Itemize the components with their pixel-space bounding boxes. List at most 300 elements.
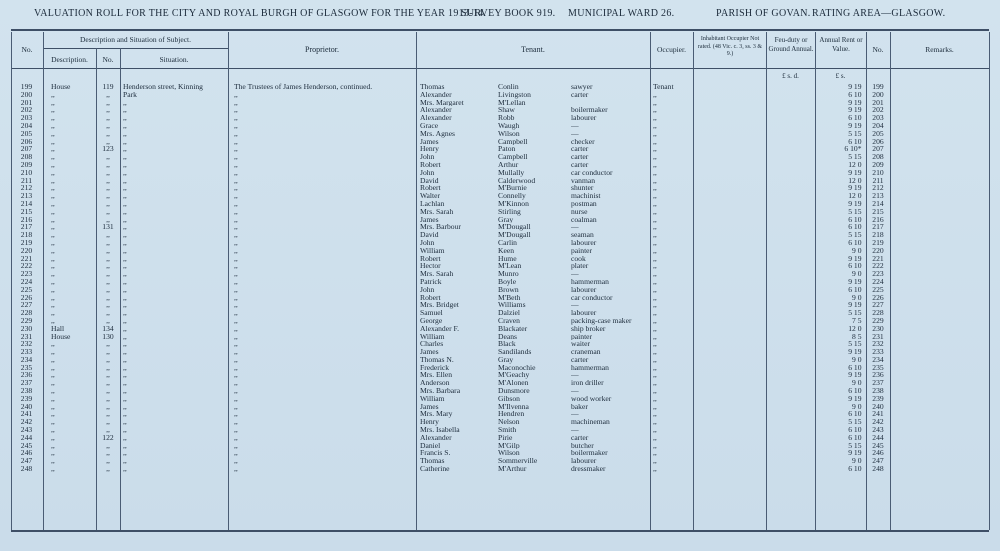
row-number-repeat: 221	[872, 254, 884, 263]
table-row	[0, 449, 1000, 457]
row-tenant-surname: Blackater	[498, 324, 528, 333]
row-number: 200	[20, 90, 33, 99]
row-tenant-surname: Munro	[498, 270, 519, 278]
row-number-repeat: 205	[872, 129, 884, 138]
table-row	[0, 255, 1000, 263]
row-annual-rent: 9 0	[852, 293, 862, 302]
row-annual-rent: 5 15	[848, 340, 862, 349]
row-proprietor: ,,	[234, 402, 238, 411]
row-street-number: ,,	[106, 98, 110, 107]
header-parish: PARISH OF GOVAN.	[716, 8, 811, 19]
row-remarks-blank	[890, 184, 1000, 192]
row-annual-rent: 9 19	[848, 254, 862, 263]
row-street-number: ,,	[106, 402, 110, 411]
row-tenant-surname: Keen	[498, 246, 515, 255]
row-inhabitant-blank	[693, 130, 766, 138]
row-description: ,,	[51, 238, 55, 247]
row-tenant-occupation: shunter	[571, 184, 594, 193]
row-feu-blank	[766, 91, 815, 99]
row-inhabitant-blank	[693, 106, 766, 114]
row-feu-blank	[766, 371, 815, 379]
row-tenant-first-name: Henry	[420, 418, 439, 427]
row-remarks-blank	[890, 91, 1000, 99]
row-feu-blank	[766, 395, 815, 403]
row-annual-rent: 9 19	[848, 394, 862, 403]
row-number-repeat: 246	[872, 449, 884, 458]
row-remarks-blank	[890, 379, 1000, 387]
row-inhabitant-blank	[693, 138, 766, 146]
row-tenant-first-name: Mrs. Agnes	[420, 129, 456, 138]
row-inhabitant-blank	[693, 239, 766, 247]
row-proprietor: ,,	[234, 192, 238, 200]
row-description: ,,	[51, 184, 55, 193]
row-number: 240	[20, 402, 33, 411]
table-row	[0, 410, 1000, 418]
row-occupier: ,,	[653, 277, 657, 286]
row-tenant-first-name: William	[420, 394, 445, 403]
row-remarks-blank	[890, 395, 1000, 403]
header-title: VALUATION ROLL FOR THE CITY AND ROYAL BURGH OF GLASGOW FOR THE YEAR 1913-14.	[34, 8, 487, 19]
row-proprietor: ,,	[234, 387, 238, 395]
row-situation: ,,	[123, 254, 127, 263]
table-row	[0, 278, 1000, 286]
row-annual-rent: 6 10	[848, 363, 862, 372]
row-street-number: ,,	[106, 394, 110, 403]
row-occupier: ,,	[653, 106, 657, 115]
row-tenant-occupation: labourer	[571, 457, 597, 466]
row-number-repeat: 235	[872, 363, 884, 372]
row-inhabitant-blank	[693, 449, 766, 457]
table-row	[0, 161, 1000, 169]
row-remarks-blank	[890, 387, 1000, 395]
row-situation: ,,	[123, 121, 127, 130]
row-remarks-blank	[890, 145, 1000, 153]
row-occupier: ,,	[653, 254, 657, 263]
row-inhabitant-blank	[693, 184, 766, 192]
row-situation: ,,	[123, 433, 127, 442]
row-inhabitant-blank	[693, 309, 766, 317]
row-remarks-blank	[890, 216, 1000, 224]
row-remarks-blank	[890, 294, 1000, 302]
row-number-repeat: 211	[872, 176, 884, 185]
row-street-number: ,,	[106, 192, 110, 200]
row-occupier: ,,	[653, 121, 657, 130]
row-situation: ,,	[123, 168, 127, 177]
col-head-no: No.	[21, 45, 33, 54]
row-description: ,,	[51, 262, 55, 271]
row-number-repeat: 207	[872, 145, 884, 154]
row-remarks-blank	[890, 106, 1000, 114]
row-annual-rent: 9 19	[848, 121, 862, 130]
row-inhabitant-blank	[693, 418, 766, 426]
row-tenant-first-name: Thomas	[420, 457, 445, 466]
row-situation: ,,	[123, 277, 127, 286]
row-situation: ,,	[123, 293, 127, 302]
row-feu-blank	[766, 192, 815, 200]
row-tenant-surname: M'Lellan	[498, 98, 526, 107]
row-tenant-occupation: ship broker	[571, 324, 606, 333]
row-number-repeat: 232	[872, 340, 884, 349]
row-feu-blank	[766, 434, 815, 442]
row-tenant-first-name: Robert	[420, 160, 441, 169]
row-annual-rent: 9 0	[852, 402, 862, 411]
row-proprietor: ,,	[234, 285, 238, 294]
row-annual-rent: 9 0	[852, 270, 862, 278]
row-inhabitant-blank	[693, 208, 766, 216]
row-tenant-occupation: carter	[571, 433, 589, 442]
row-number-repeat: 202	[872, 106, 884, 115]
row-number: 211	[20, 176, 33, 185]
row-feu-blank	[766, 457, 815, 465]
row-description: ,,	[51, 277, 55, 286]
row-street-number: ,,	[106, 129, 110, 138]
row-number: 224	[20, 277, 33, 286]
row-tenant-occupation: —	[571, 410, 579, 419]
row-feu-blank	[766, 130, 815, 138]
row-tenant-first-name: John	[420, 285, 435, 294]
row-description: ,,	[51, 293, 55, 302]
row-number: 238	[20, 387, 33, 395]
table-row	[0, 379, 1000, 387]
row-tenant-occupation: iron driller	[571, 379, 604, 388]
row-number-repeat: 231	[872, 332, 884, 341]
row-remarks-blank	[890, 255, 1000, 263]
row-annual-rent: 6 10	[848, 137, 862, 146]
row-number-repeat: 210	[872, 168, 884, 177]
row-description: ,,	[51, 160, 55, 169]
row-proprietor: ,,	[234, 106, 238, 115]
row-inhabitant-blank	[693, 325, 766, 333]
row-number-repeat: 208	[872, 153, 884, 161]
table-row	[0, 395, 1000, 403]
row-proprietor: ,,	[234, 441, 238, 450]
row-description: ,,	[51, 106, 55, 115]
row-tenant-occupation: labourer	[571, 238, 597, 247]
row-street-number: ,,	[106, 348, 110, 356]
row-number: 235	[20, 363, 33, 372]
row-tenant-occupation: —	[571, 371, 579, 380]
row-inhabitant-blank	[693, 270, 766, 278]
row-street-number: ,,	[106, 153, 110, 161]
row-proprietor: ,,	[234, 410, 238, 419]
row-occupier: ,,	[653, 340, 657, 349]
row-number: 245	[20, 441, 33, 450]
row-proprietor: ,,	[234, 355, 238, 364]
row-situation: ,,	[123, 285, 127, 294]
row-proprietor: ,,	[234, 340, 238, 349]
table-row	[0, 216, 1000, 224]
row-number: 231	[20, 332, 33, 341]
row-occupier: ,,	[653, 129, 657, 138]
row-tenant-surname: Hendren	[498, 410, 525, 419]
col-head-no2: No.	[872, 45, 884, 54]
row-proprietor: ,,	[234, 238, 238, 247]
row-occupier: Tenant	[653, 83, 674, 91]
row-tenant-surname: Pirie	[498, 433, 513, 442]
row-occupier: ,,	[653, 301, 657, 310]
row-street-number: ,,	[106, 293, 110, 302]
row-description: ,,	[51, 207, 55, 216]
row-number-repeat: 218	[872, 231, 884, 239]
col-head-proprietor: Proprietor.	[305, 45, 339, 54]
row-description: ,,	[51, 426, 55, 434]
row-annual-rent: 9 0	[852, 457, 862, 466]
row-tenant-surname: Gibson	[498, 394, 520, 403]
row-annual-rent: 9 19	[848, 106, 862, 115]
col-head-remarks: Remarks.	[925, 45, 954, 54]
row-situation: ,,	[123, 363, 127, 372]
row-situation: ,,	[123, 316, 127, 325]
row-inhabitant-blank	[693, 317, 766, 325]
row-tenant-occupation: plater	[571, 262, 589, 271]
row-tenant-first-name: Alexander F.	[420, 324, 460, 333]
row-inhabitant-blank	[693, 364, 766, 372]
row-situation: ,,	[123, 223, 127, 232]
row-occupier: ,,	[653, 215, 657, 224]
row-tenant-surname: Waugh	[498, 121, 520, 130]
row-number-repeat: 220	[872, 246, 884, 255]
row-street-number: 130	[102, 332, 114, 341]
row-tenant-first-name: Samuel	[420, 309, 443, 317]
row-tenant-surname: Nelson	[498, 418, 520, 427]
row-situation: ,,	[123, 215, 127, 224]
row-tenant-occupation: labourer	[571, 114, 597, 122]
row-tenant-surname: Livingston	[498, 90, 531, 99]
desc-subhead-rule	[43, 48, 228, 49]
row-number-repeat: 200	[872, 90, 884, 99]
row-remarks-blank	[890, 333, 1000, 341]
row-proprietor: ,,	[234, 129, 238, 138]
row-tenant-occupation	[571, 99, 650, 107]
row-tenant-surname: M'Lean	[498, 262, 522, 271]
row-remarks-blank	[890, 270, 1000, 278]
row-tenant-surname: Boyle	[498, 277, 517, 286]
row-occupier: ,,	[653, 192, 657, 200]
row-annual-rent: 6 10*	[844, 145, 862, 154]
row-situation: ,,	[123, 371, 127, 380]
row-number: 244	[20, 433, 33, 442]
row-remarks-blank	[890, 371, 1000, 379]
row-occupier: ,,	[653, 293, 657, 302]
row-remarks-blank	[890, 122, 1000, 130]
row-feu-blank	[766, 208, 815, 216]
col-head-tenant: Tenant.	[521, 45, 545, 54]
row-situation: ,,	[123, 465, 127, 473]
row-number: 202	[20, 106, 33, 115]
row-occupier: ,,	[653, 309, 657, 317]
row-tenant-first-name: David	[420, 231, 439, 239]
row-proprietor: ,,	[234, 426, 238, 434]
row-feu-blank	[766, 138, 815, 146]
row-tenant-first-name: John	[420, 168, 435, 177]
row-proprietor: ,,	[234, 145, 238, 154]
row-tenant-occupation: —	[571, 121, 579, 130]
row-number-repeat: 216	[872, 215, 884, 224]
row-number-repeat: 199	[872, 83, 884, 91]
row-description: ,,	[51, 129, 55, 138]
row-occupier: ,,	[653, 348, 657, 356]
row-tenant-first-name: Mrs. Barbara	[420, 387, 461, 395]
row-number: 242	[20, 418, 33, 427]
row-number-repeat: 241	[872, 410, 884, 419]
table-row	[0, 208, 1000, 216]
row-tenant-surname: Conlin	[498, 83, 519, 91]
row-description: ,,	[51, 231, 55, 239]
row-tenant-first-name: James	[420, 215, 439, 224]
row-tenant-surname: Carlin	[498, 238, 517, 247]
row-inhabitant-blank	[693, 247, 766, 255]
row-inhabitant-blank	[693, 301, 766, 309]
row-tenant-occupation: labourer	[571, 309, 597, 317]
row-street-number: ,,	[106, 231, 110, 239]
row-tenant-occupation: waiter	[571, 340, 590, 349]
row-occupier: ,,	[653, 418, 657, 427]
row-tenant-surname: Paton	[498, 145, 516, 154]
row-proprietor: ,,	[234, 223, 238, 232]
row-tenant-first-name: Anderson	[420, 379, 450, 388]
row-street-number: ,,	[106, 90, 110, 99]
row-number: 205	[20, 129, 33, 138]
row-inhabitant-blank	[693, 387, 766, 395]
row-occupier: ,,	[653, 231, 657, 239]
row-tenant-occupation: postman	[571, 199, 597, 208]
row-feu-blank	[766, 317, 815, 325]
row-occupier: ,,	[653, 457, 657, 466]
row-proprietor: ,,	[234, 324, 238, 333]
row-proprietor: ,,	[234, 465, 238, 473]
row-number-repeat: 230	[872, 324, 884, 333]
row-tenant-surname: Gray	[498, 215, 514, 224]
row-remarks-blank	[890, 348, 1000, 356]
row-number: 227	[20, 301, 33, 310]
row-number: 207	[20, 145, 33, 154]
row-occupier: ,,	[653, 145, 657, 154]
row-remarks-blank	[890, 418, 1000, 426]
row-remarks-blank	[890, 83, 1000, 91]
row-number-repeat: 245	[872, 441, 884, 450]
row-tenant-first-name: Hector	[420, 262, 441, 271]
row-description: ,,	[51, 121, 55, 130]
row-number: 220	[20, 246, 33, 255]
row-tenant-occupation: craneman	[571, 348, 601, 356]
row-proprietor: ,,	[234, 309, 238, 317]
row-number: 199	[20, 83, 33, 91]
row-annual-rent: 9 19	[848, 301, 862, 310]
row-tenant-surname: Brown	[498, 285, 519, 294]
row-number-repeat: 237	[872, 379, 884, 388]
row-annual-rent: 6 10	[848, 465, 862, 473]
row-number-repeat: 201	[872, 98, 884, 107]
row-number: 216	[20, 215, 33, 224]
row-annual-rent: 9 19	[848, 371, 862, 380]
row-proprietor: ,,	[234, 176, 238, 185]
row-tenant-surname: M'Arthur	[498, 465, 527, 473]
row-occupier: ,,	[653, 176, 657, 185]
row-tenant-occupation: —	[571, 223, 579, 232]
row-annual-rent: 12 0	[848, 324, 862, 333]
row-number-repeat: 225	[872, 285, 884, 294]
row-occupier: ,,	[653, 270, 657, 278]
row-number: 222	[20, 262, 33, 271]
row-remarks-blank	[890, 403, 1000, 411]
row-number-repeat: 222	[872, 262, 884, 271]
row-proprietor: ,,	[234, 449, 238, 458]
row-tenant-first-name: Mrs. Isabella	[420, 426, 460, 434]
row-number: 234	[20, 355, 33, 364]
row-street-number: ,,	[106, 106, 110, 115]
col-head-desc-situation: Description and Situation of Subject.	[79, 35, 192, 44]
row-tenant-occupation: baker	[571, 402, 588, 411]
row-number: 225	[20, 285, 33, 294]
row-number-repeat: 212	[872, 184, 884, 193]
row-occupier: ,,	[653, 137, 657, 146]
row-inhabitant-blank	[693, 262, 766, 270]
row-annual-rent: 9 19	[848, 184, 862, 193]
table-row	[0, 239, 1000, 247]
row-remarks-blank	[890, 177, 1000, 185]
row-occupier: ,,	[653, 114, 657, 122]
row-occupier: ,,	[653, 168, 657, 177]
row-feu-blank	[766, 356, 815, 364]
row-tenant-surname: Smith	[498, 426, 517, 434]
row-number: 223	[20, 270, 33, 278]
row-tenant-first-name: William	[420, 246, 445, 255]
row-number: 230	[20, 324, 33, 333]
row-tenant-occupation: carter	[571, 90, 589, 99]
table-row	[0, 364, 1000, 372]
row-tenant-first-name: John	[420, 153, 435, 161]
row-description: ,,	[51, 465, 55, 473]
table-row	[0, 177, 1000, 185]
row-number-repeat: 206	[872, 137, 884, 146]
row-description: ,,	[51, 145, 55, 154]
row-annual-rent: 9 19	[848, 168, 862, 177]
row-remarks-blank	[890, 161, 1000, 169]
row-occupier: ,,	[653, 153, 657, 161]
row-street-number: ,,	[106, 137, 110, 146]
table-row	[0, 309, 1000, 317]
row-occupier: ,,	[653, 184, 657, 193]
row-street-number: ,,	[106, 340, 110, 349]
row-situation: ,,	[123, 394, 127, 403]
row-inhabitant-blank	[693, 403, 766, 411]
row-annual-rent: 6 10	[848, 285, 862, 294]
row-tenant-occupation: —	[571, 129, 579, 138]
row-number-repeat: 214	[872, 199, 884, 208]
row-description: ,,	[51, 137, 55, 146]
row-tenant-occupation: car conductor	[571, 168, 613, 177]
row-remarks-blank	[890, 410, 1000, 418]
row-tenant-occupation: coalman	[571, 215, 597, 224]
row-feu-blank	[766, 286, 815, 294]
row-street-number: ,,	[106, 114, 110, 122]
col-head-annual-rent: Annual Rent or Value.	[819, 36, 863, 53]
row-situation: ,,	[123, 340, 127, 349]
row-proprietor: ,,	[234, 394, 238, 403]
col-head-situation: Situation.	[159, 55, 189, 64]
row-tenant-occupation: machineman	[571, 418, 610, 427]
row-annual-rent: 5 15	[848, 309, 862, 317]
row-tenant-first-name: Mrs. Sarah	[420, 270, 454, 278]
row-tenant-surname: M'Ilvenna	[498, 402, 529, 411]
row-annual-rent: 6 10	[848, 90, 862, 99]
row-tenant-first-name: Robert	[420, 184, 441, 193]
row-proprietor: ,,	[234, 262, 238, 271]
row-number: 213	[20, 192, 33, 200]
row-description: ,,	[51, 192, 55, 200]
row-tenant-occupation: cook	[571, 254, 586, 263]
table-row	[0, 418, 1000, 426]
